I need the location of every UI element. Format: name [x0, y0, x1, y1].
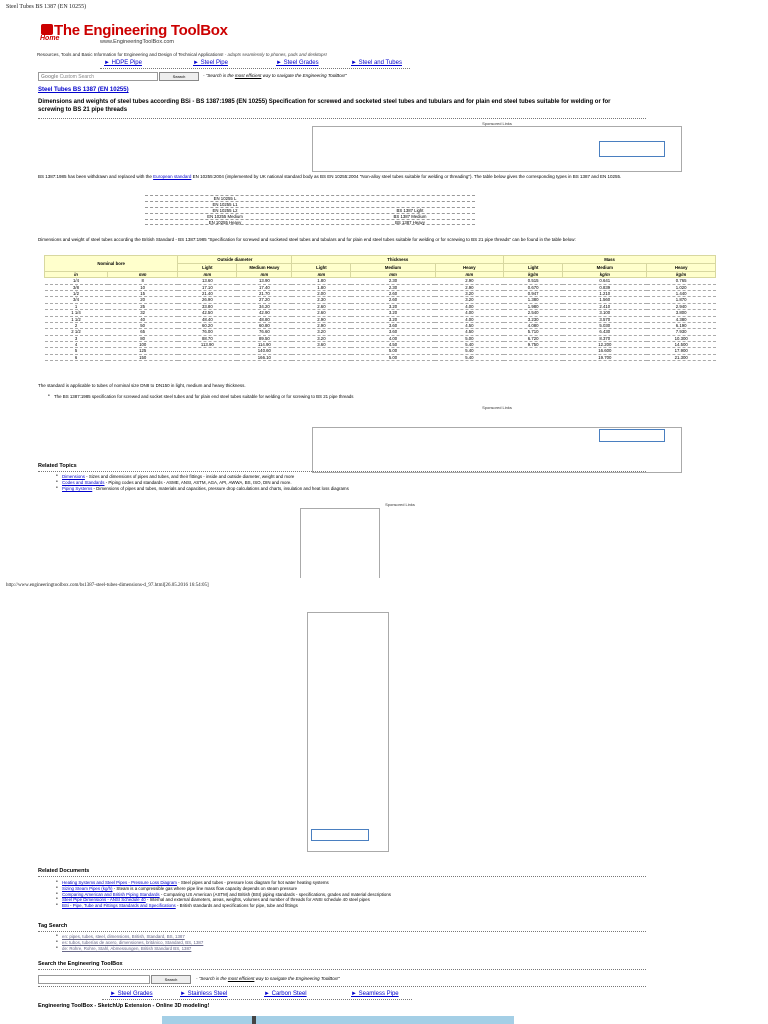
table-cell: 3.20 — [435, 297, 504, 303]
ad-inner[interactable] — [311, 829, 369, 841]
table-cell: 4 — [45, 341, 108, 347]
table-cell: 2 1/2 — [45, 329, 108, 335]
table-cell: 42.90 — [237, 310, 292, 316]
table-cell: 15 — [108, 291, 178, 297]
subheader: Light — [292, 264, 351, 272]
subheader: Heavy — [435, 264, 504, 272]
section-divider — [38, 471, 646, 472]
table-cell: 27.20 — [237, 297, 292, 303]
ad-box-bottom[interactable] — [307, 612, 389, 852]
unit-cell: in — [45, 272, 108, 278]
unit-cell: mm — [292, 272, 351, 278]
nav-divider — [100, 68, 410, 69]
header-mass: Mass — [504, 256, 716, 264]
sponsored-label: Sponsored Links — [385, 502, 415, 507]
table-cell: 50 — [108, 322, 178, 328]
table-cell: 1.210 — [563, 291, 647, 297]
sketchup-title: Engineering ToolBox - SketchUp Extension - Online 3D modeling! — [38, 1003, 210, 1009]
nav-seamless-pipe[interactable]: ► Seamless Pipe — [351, 991, 399, 997]
unit-cell: kg/m — [563, 272, 647, 278]
table-cell: 4.50 — [435, 322, 504, 328]
table-cell: 5.030 — [563, 322, 647, 328]
table-cell: 1 1/2 — [45, 316, 108, 322]
tag-link[interactable]: es: tubos, tuberías de acero, dimensiones, británico, Standard, BS, 1387 — [62, 939, 204, 945]
intro-text: BS 1387:1985 has been withdrawn and replaced with the European standard EN 10255:2004 (implemented by UK national standard body as BS EN 10255:2004 "Non-alloy steel tubes suitable for welding or threading"). The table below gives the corresponding types in BS 1387 and EN 10255. — [38, 174, 622, 179]
table-cell: 4.00 — [435, 303, 504, 309]
table-cell: 1.80 — [292, 278, 351, 284]
table-cell: 5.00 — [351, 354, 435, 360]
equivalence-table — [145, 195, 475, 225]
unit-cell: mm — [178, 272, 237, 278]
table-cell: 21.40 — [178, 291, 237, 297]
header-nominal-bore: Nominal bore — [45, 256, 178, 272]
table-cell: 80 — [108, 335, 178, 341]
nav-hdpe-pipe[interactable]: ► HDPE Pipe — [104, 60, 142, 66]
subheader: Medium — [563, 264, 647, 272]
table-cell: 76.60 — [237, 329, 292, 335]
table-cell: 6.430 — [563, 329, 647, 335]
nav-steel-grades[interactable]: ► Steel Grades — [110, 991, 153, 997]
print-header: Steel Tubes BS 1387 (EN 10255) — [6, 4, 87, 10]
logo-url: www.EngineeringToolBox.com — [100, 39, 174, 45]
table-cell: 17.10 — [178, 284, 237, 290]
table-cell: 88.70 — [178, 335, 237, 341]
table-cell: 1.440 — [647, 291, 716, 297]
section-divider — [38, 931, 646, 932]
related-topics-list — [56, 474, 349, 491]
related-documents-title: Related Documents — [38, 868, 90, 874]
table-cell: 0.515 — [504, 278, 563, 284]
table-cell: 4.080 — [504, 322, 563, 328]
doc-link[interactable]: Comparing American and British Piping Standards — [62, 891, 160, 897]
table-cell: 3.570 — [563, 316, 647, 322]
table-cell: 2 — [45, 322, 108, 328]
table-cell: 3.20 — [351, 310, 435, 316]
table-cell: 3.20 — [292, 329, 351, 335]
table-cell: 89.50 — [237, 335, 292, 341]
list-item: ● Comparing American and British Piping Standards - Comparing US American (ASTM) and British (BSI) piping standards - specifications, grades and material descriptions — [56, 892, 391, 898]
tag-link[interactable]: de: Rohre, Rohre, Stahl, Abmessungen, British Standard BS, 1387 — [62, 945, 192, 951]
table-cell: 0.947 — [504, 291, 563, 297]
tagline — [37, 52, 327, 58]
table-cell: 8.370 — [563, 335, 647, 341]
doc-link[interactable]: Heating Systems and Steel Pipes - Pressure Loss Diagram — [62, 880, 177, 885]
section-divider — [38, 986, 646, 987]
table-cell — [178, 354, 237, 360]
bottom-search-note: - "Search is the most efficient way to navigate the Engineering ToolBox!" — [196, 976, 340, 981]
spec-note-list — [48, 394, 353, 400]
table-row: EN 10255 Medium BS 1387 Medium — [145, 213, 475, 219]
table-cell: 8 — [108, 278, 178, 284]
table-cell: 34.20 — [237, 303, 292, 309]
list-item: ● Codes and Standards - Piping codes and standards - ASME, ANSI, ASTM, AGA, API, AWWA, BS, ISO, DIN and more. — [56, 480, 349, 486]
bottom-search-title: Search the Engineering ToolBox — [38, 961, 123, 967]
table-cell: 60.80 — [237, 322, 292, 328]
table-cell: 2.90 — [292, 316, 351, 322]
header-outside-diameter: Outside diameter — [178, 256, 292, 264]
table-cell: 4.00 — [435, 316, 504, 322]
table-cell: 2.90 — [292, 322, 351, 328]
list-item: ● The BS 1387:1985 specification for screwed and socket steel tubes and for plain end steel tubes suitable for welding or for screwing to BS 21 pipe threads — [48, 394, 353, 400]
table-cell: 4.50 — [435, 329, 504, 335]
nav-stainless-steel[interactable]: ► Stainless Steel — [180, 991, 228, 997]
table-cell: 5 — [45, 348, 108, 354]
table-cell: 16.600 — [563, 348, 647, 354]
page-subtitle: Dimensions and weights of steel tubes according BSi - BS 1387:1985 (EN 10255) Specification for screwed and socketed steel tubes and tubulars and for plain end steel tubes suitable for welding or for screwing to BS 21 pipe threads — [38, 99, 611, 114]
table-cell: 2.410 — [563, 303, 647, 309]
table-cell: 166.10 — [237, 354, 292, 360]
table-cell: 0.839 — [563, 284, 647, 290]
related-documents-list — [56, 880, 391, 909]
table-cell: 65 — [108, 329, 178, 335]
sketchup-banner-figure — [252, 1016, 256, 1024]
doc-link[interactable]: BSi - Pipe, Tube and Fittings Standards and Specifications — [62, 903, 176, 909]
table-cell: 32 — [108, 310, 178, 316]
ad-box[interactable] — [312, 126, 682, 172]
table-cell: 2.00 — [292, 291, 351, 297]
related-topic-codes[interactable]: Codes and Standards — [62, 479, 105, 485]
dimensions-intro: Dimensions and weight of steel tubes according the British Standard - BS 1387:1985 "Specification for screwed and socketed steel tubes and tubulars and for plain end steel tubes suitable for welding or for screwing to BS 21 pipe threads" can be found in the table below: — [38, 237, 576, 242]
table-cell: 13.60 — [178, 278, 237, 284]
table-cell: 5.00 — [351, 348, 435, 354]
subheader: Medium — [351, 264, 435, 272]
ad-box-top[interactable] — [300, 508, 380, 578]
doc-link[interactable]: Steel Pipe Dimensions - ANSI Schedule 40 — [62, 897, 146, 903]
table-cell: 1.980 — [504, 303, 563, 309]
subheader: Light — [504, 264, 563, 272]
table-cell: 3/4 — [45, 297, 108, 303]
european-standard-link[interactable]: European standard — [153, 174, 192, 179]
related-topic-piping[interactable]: Piping Systems — [62, 485, 93, 491]
unit-cell: mm — [435, 272, 504, 278]
nav-steel-grades[interactable]: ► Steel Grades — [276, 60, 319, 66]
table-row: EN 10255 L — [145, 195, 475, 201]
doc-link[interactable]: Sizing Steam Pipes (kg/h) — [62, 885, 113, 891]
table-cell: 1 — [45, 303, 108, 309]
table-cell: 19.700 — [563, 354, 647, 360]
sponsored-label: Sponsored Links — [482, 121, 512, 126]
sketchup-banner[interactable] — [162, 1016, 514, 1024]
table-cell: 6.720 — [504, 335, 563, 341]
table-cell: 3.20 — [351, 316, 435, 322]
table-cell: 6.190 — [647, 322, 716, 328]
table-cell: 3.20 — [292, 335, 351, 341]
section-divider — [38, 969, 646, 970]
table-cell: 10.300 — [647, 335, 716, 341]
table-cell: 150 — [108, 354, 178, 360]
section-divider — [38, 876, 646, 877]
table-cell: 3.60 — [292, 341, 351, 347]
table-body — [45, 278, 716, 361]
table-cell: 2.60 — [292, 303, 351, 309]
table-cell: 3.100 — [563, 310, 647, 316]
print-footer: http://www.engineeringtoolbox.com/bs1387-steel-tubes-dimensions-d_97.html[26.05.2016 16:54:05] — [6, 583, 209, 588]
standard-note: The standard is applicable to tubes of nominal size DN8 to DN150 in light, medium and heavy thickness. — [38, 383, 246, 388]
logo[interactable] — [40, 22, 260, 50]
table-cell: 3/8 — [45, 284, 108, 290]
list-item: ● Piping Systems - Dimensions of pipes and tubes, materials and capacities, pressure drop calculations and charts, insulation and heat loss diagrams — [56, 486, 349, 492]
table-cell: 2.30 — [292, 297, 351, 303]
unit-cell: mm — [108, 272, 178, 278]
table-cell: 1.020 — [647, 284, 716, 290]
list-item: ● Sizing Steam Pipes (kg/h) - Steam is a compressible gas where pipe line mass flow capacity depends on steam pressure — [56, 886, 391, 892]
table-cell: 2.30 — [351, 284, 435, 290]
list-item — [56, 946, 203, 952]
table-cell: 114.90 — [237, 341, 292, 347]
table-cell: 5.00 — [435, 335, 504, 341]
table-cell: 3.60 — [351, 329, 435, 335]
table-cell: 33.80 — [178, 303, 237, 309]
table-cell: 4.00 — [435, 310, 504, 316]
related-topics-title: Related Topics — [38, 463, 77, 469]
table-cell: 3.20 — [435, 291, 504, 297]
table-cell: 5.40 — [435, 348, 504, 354]
table-cell: 21.300 — [647, 354, 716, 360]
table-cell: 14.500 — [647, 341, 716, 347]
table-cell: 140.60 — [237, 348, 292, 354]
tagline-text: Resources, Tools and Basic Information for Engineering and Design of Technical Applications! — [37, 52, 224, 57]
dimensions-table — [44, 255, 716, 361]
table-cell — [504, 354, 563, 360]
nav-steel-pipe[interactable]: ► Steel Pipe — [193, 60, 228, 66]
ad-inner[interactable] — [599, 429, 665, 442]
table-cell: 5.40 — [435, 354, 504, 360]
table-row — [45, 354, 716, 360]
table-cell: 2.60 — [292, 310, 351, 316]
table-cell: 0.641 — [563, 278, 647, 284]
table-cell: 4.380 — [647, 316, 716, 322]
page-title-link[interactable]: Steel Tubes BS 1387 (EN 10255) — [38, 87, 129, 93]
page-title[interactable] — [38, 87, 129, 95]
table-cell: 100 — [108, 341, 178, 347]
table-cell: 1/4 — [45, 278, 108, 284]
unit-cell: mm — [237, 272, 292, 278]
sponsored-label: Sponsored Links — [482, 405, 512, 410]
table-cell: 42.50 — [178, 310, 237, 316]
table-cell: 4.50 — [351, 341, 435, 347]
table-cell: 2.60 — [351, 291, 435, 297]
subheader: Heavy — [647, 264, 716, 272]
nav-carbon-steel[interactable]: ► Carbon Steel — [264, 991, 307, 997]
logo-title: The Engineering ToolBox — [54, 22, 228, 39]
nav-steel-and-tubes[interactable]: ► Steel and Tubes — [351, 60, 402, 66]
bottom-search-input[interactable] — [38, 975, 150, 984]
table-cell: 40 — [108, 316, 178, 322]
tag-search-list — [56, 934, 203, 951]
search-button[interactable]: Search — [159, 72, 199, 81]
table-cell: 9.750 — [504, 341, 563, 347]
tagline-note: - adapts seamlessly to phones, pads and desktops! — [223, 52, 328, 57]
table-cell: 2.90 — [435, 278, 504, 284]
table-cell: 6 — [45, 354, 108, 360]
table-cell: 7.930 — [647, 329, 716, 335]
table-cell: 2.90 — [435, 284, 504, 290]
table-cell: 2.540 — [504, 310, 563, 316]
table-row: EN 10255 L1 — [145, 201, 475, 207]
table-cell: 4.00 — [351, 335, 435, 341]
subheader: Light — [178, 264, 237, 272]
list-item: ● BSi - Pipe, Tube and Fittings Standards and Specifications - British standards and specifications for pipe, tube and fittings — [56, 903, 391, 909]
table-cell: 13.90 — [237, 278, 292, 284]
list-item: ● Heating Systems and Steel Pipes - Pressure Loss Diagram - Steel pipes and tubes - pressure loss diagram for hot water heating systems — [56, 880, 391, 886]
table-cell: 2.30 — [351, 278, 435, 284]
table-cell: 0.670 — [504, 284, 563, 290]
home-link[interactable]: Home — [40, 35, 60, 42]
bottom-search-button[interactable]: Search — [151, 975, 191, 984]
table-cell: 20 — [108, 297, 178, 303]
table-cell: 17.900 — [647, 348, 716, 354]
search-note: - "Search is the most efficient way to navigate the Engineering ToolBox!" — [203, 73, 347, 78]
table-cell: 48.40 — [178, 316, 237, 322]
table-cell: 3.60 — [351, 322, 435, 328]
table-cell: 48.80 — [237, 316, 292, 322]
table-cell: 3.800 — [647, 310, 716, 316]
table-cell: 60.20 — [178, 322, 237, 328]
table-cell: 12.200 — [563, 341, 647, 347]
table-cell: 1.870 — [647, 297, 716, 303]
related-topic-dimensions[interactable]: Dimensions — [62, 474, 85, 479]
search-input[interactable]: Google Custom Search — [38, 72, 158, 81]
table-cell — [292, 354, 351, 360]
table-cell: 17.40 — [237, 284, 292, 290]
table-cell: 21.70 — [237, 291, 292, 297]
table-cell: 1.560 — [563, 297, 647, 303]
table-cell: 125 — [108, 348, 178, 354]
list-item: ● Dimensions - Sizes and dimensions of pipes and tubes, and their fittings - inside and outside diameter, weight and more — [56, 474, 349, 480]
table-cell: 25 — [108, 303, 178, 309]
table-cell: 0.765 — [647, 278, 716, 284]
table-cell: 76.00 — [178, 329, 237, 335]
table-cell: 1.80 — [292, 284, 351, 290]
table-cell: 1.380 — [504, 297, 563, 303]
unit-cell: kg/m — [647, 272, 716, 278]
header-thickness: Thickness — [292, 256, 504, 264]
table-row: EN 10255 Heavy BS 1387 Heavy — [145, 219, 475, 225]
tag-search-title: Tag Search — [38, 923, 68, 929]
table-cell: 1 1/4 — [45, 310, 108, 316]
table-cell: 26.90 — [178, 297, 237, 303]
list-item: ● Steel Pipe Dimensions - ANSI Schedule 40 - Internal and external diameters, areas, weights, volumes and number of threads for ANSI schedule 40 steel pipes — [56, 897, 391, 903]
table-cell: 3.20 — [351, 303, 435, 309]
table-cell: 2.940 — [647, 303, 716, 309]
unit-cell: mm — [351, 272, 435, 278]
table-cell: 3 — [45, 335, 108, 341]
subheader: Medium Heavy — [237, 264, 292, 272]
table-cell: 10 — [108, 284, 178, 290]
unit-cell: kg/m — [504, 272, 563, 278]
subtitle-divider — [38, 118, 646, 119]
ad-inner[interactable] — [599, 141, 665, 157]
table-cell: 5.40 — [435, 341, 504, 347]
nav-divider — [102, 999, 412, 1000]
table-cell: 113.90 — [178, 341, 237, 347]
table-cell: 2.60 — [351, 297, 435, 303]
table-cell: 3.230 — [504, 316, 563, 322]
tag-link[interactable]: en: pipes, tubes, steel, dimensions, British, Standard, BS, 1387 — [62, 934, 185, 939]
table-cell: 1/2 — [45, 291, 108, 297]
ad-box[interactable] — [312, 427, 682, 473]
table-row: EN 10255 L2 BS 1387 Light — [145, 207, 475, 213]
table-cell: 5.710 — [504, 329, 563, 335]
logo-icon — [41, 24, 53, 35]
